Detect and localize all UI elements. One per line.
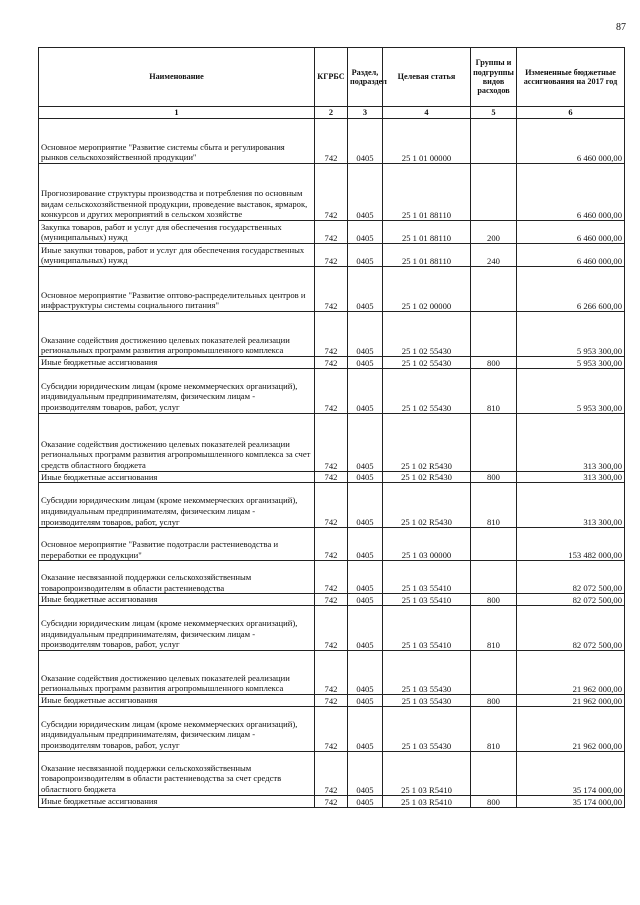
table-row	[39, 267, 625, 312]
row-amount: 6 460 000,00	[517, 164, 625, 221]
table-row	[39, 471, 625, 483]
column-number: 2	[315, 107, 348, 119]
row-expense-group	[471, 751, 517, 795]
table-row	[39, 483, 625, 528]
row-razdel: 0405	[348, 357, 383, 369]
row-target-article: 25 1 01 00000	[383, 119, 471, 164]
row-target-article: 25 1 03 55430	[383, 695, 471, 707]
table-row	[39, 221, 625, 244]
row-amount: 35 174 000,00	[517, 795, 625, 807]
row-name: Оказание несвязанной поддержки сельскохозяйственным товаропроизводителям в области растениеводства за счет средств областного бюджета	[39, 751, 315, 795]
row-razdel: 0405	[348, 751, 383, 795]
row-expense-group	[471, 312, 517, 357]
table-row	[39, 312, 625, 357]
row-name: Иные бюджетные ассигнования	[39, 695, 315, 707]
row-razdel: 0405	[348, 221, 383, 244]
row-target-article: 25 1 02 55430	[383, 357, 471, 369]
row-amount: 21 962 000,00	[517, 706, 625, 751]
row-target-article: 25 1 02 R5430	[383, 483, 471, 528]
row-amount: 6 460 000,00	[517, 221, 625, 244]
row-amount: 313 300,00	[517, 471, 625, 483]
row-expense-group: 810	[471, 706, 517, 751]
row-expense-group: 810	[471, 606, 517, 651]
row-expense-group	[471, 267, 517, 312]
row-kgrbs: 742	[315, 706, 348, 751]
row-kgrbs: 742	[315, 413, 348, 471]
table-row	[39, 706, 625, 751]
row-target-article: 25 1 02 00000	[383, 267, 471, 312]
row-kgrbs: 742	[315, 795, 348, 807]
table-row	[39, 357, 625, 369]
row-name: Основное мероприятие "Развитие оптово-распределительных центров и инфраструктуры системы социального питания"	[39, 267, 315, 312]
row-target-article: 25 1 02 R5430	[383, 471, 471, 483]
row-kgrbs: 742	[315, 357, 348, 369]
row-razdel: 0405	[348, 695, 383, 707]
table-row	[39, 368, 625, 413]
header-target-article: Целевая статья	[383, 48, 471, 107]
table-row	[39, 594, 625, 606]
row-amount: 6 460 000,00	[517, 244, 625, 267]
table-row	[39, 751, 625, 795]
column-number: 6	[517, 107, 625, 119]
row-razdel: 0405	[348, 483, 383, 528]
table-row	[39, 119, 625, 164]
row-amount: 21 962 000,00	[517, 651, 625, 695]
row-kgrbs: 742	[315, 528, 348, 561]
header-razdel: Раздел, подраздел	[348, 48, 383, 107]
row-kgrbs: 742	[315, 221, 348, 244]
row-target-article: 25 1 02 R5430	[383, 413, 471, 471]
table-row	[39, 413, 625, 471]
row-expense-group: 800	[471, 795, 517, 807]
row-expense-group	[471, 164, 517, 221]
row-razdel: 0405	[348, 244, 383, 267]
row-amount: 5 953 300,00	[517, 368, 625, 413]
table-row	[39, 606, 625, 651]
row-razdel: 0405	[348, 561, 383, 594]
row-name: Оказание содействия достижению целевых показателей реализации региональных программ развития агропромышленного комплекса	[39, 312, 315, 357]
row-kgrbs: 742	[315, 312, 348, 357]
row-kgrbs: 742	[315, 164, 348, 221]
row-razdel: 0405	[348, 312, 383, 357]
row-expense-group	[471, 651, 517, 695]
row-kgrbs: 742	[315, 561, 348, 594]
row-razdel: 0405	[348, 413, 383, 471]
row-name: Закупка товаров, работ и услуг для обеспечения государственных (муниципальных) нужд	[39, 221, 315, 244]
row-name: Прогнозирование структуры производства и потребления по основным видам сельскохозяйственной продукции, проведение выставок, ярмарок, конкурсов и других мероприятий в сельском хозяйстве	[39, 164, 315, 221]
row-target-article: 25 1 01 88110	[383, 244, 471, 267]
row-expense-group: 800	[471, 695, 517, 707]
column-number: 5	[471, 107, 517, 119]
row-kgrbs: 742	[315, 244, 348, 267]
table-row	[39, 651, 625, 695]
row-name: Оказание содействия достижению целевых показателей реализации региональных программ развития агропромышленного комплекса за счет средств областного бюджета	[39, 413, 315, 471]
row-amount: 5 953 300,00	[517, 357, 625, 369]
row-razdel: 0405	[348, 795, 383, 807]
row-expense-group: 810	[471, 483, 517, 528]
row-razdel: 0405	[348, 594, 383, 606]
row-expense-group	[471, 528, 517, 561]
row-amount: 6 266 600,00	[517, 267, 625, 312]
row-kgrbs: 742	[315, 368, 348, 413]
row-target-article: 25 1 03 55430	[383, 651, 471, 695]
row-amount: 5 953 300,00	[517, 312, 625, 357]
table-row	[39, 528, 625, 561]
column-number: 3	[348, 107, 383, 119]
row-target-article: 25 1 03 55410	[383, 561, 471, 594]
row-amount: 313 300,00	[517, 483, 625, 528]
row-razdel: 0405	[348, 164, 383, 221]
row-razdel: 0405	[348, 119, 383, 164]
row-target-article: 25 1 02 55430	[383, 312, 471, 357]
row-target-article: 25 1 02 55430	[383, 368, 471, 413]
header-expense-groups: Группы и подгруппы видов расходов	[471, 48, 517, 107]
page-number: 87	[616, 22, 626, 33]
row-razdel: 0405	[348, 368, 383, 413]
row-target-article: 25 1 03 55410	[383, 606, 471, 651]
table-row	[39, 695, 625, 707]
row-name: Иные бюджетные ассигнования	[39, 357, 315, 369]
row-razdel: 0405	[348, 606, 383, 651]
row-razdel: 0405	[348, 267, 383, 312]
row-name: Оказание несвязанной поддержки сельскохозяйственным товаропроизводителям в области растениеводства	[39, 561, 315, 594]
row-amount: 6 460 000,00	[517, 119, 625, 164]
table-header	[39, 48, 625, 119]
header-row	[39, 48, 625, 107]
row-target-article: 25 1 03 55430	[383, 706, 471, 751]
row-expense-group: 800	[471, 471, 517, 483]
row-name: Субсидии юридическим лицам (кроме некоммерческих организаций), индивидуальным предпринимателям, физическим лицам - производителям товаров, работ, услуг	[39, 368, 315, 413]
row-name: Оказание содействия достижению целевых показателей реализации региональных программ развития агропромышленного комплекса	[39, 651, 315, 695]
row-kgrbs: 742	[315, 751, 348, 795]
row-razdel: 0405	[348, 528, 383, 561]
row-target-article: 25 1 01 88110	[383, 221, 471, 244]
row-name: Основное мероприятие "Развитие подотрасли растениеводства и переработки ее продукции"	[39, 528, 315, 561]
row-expense-group: 200	[471, 221, 517, 244]
row-kgrbs: 742	[315, 483, 348, 528]
row-expense-group: 800	[471, 594, 517, 606]
row-razdel: 0405	[348, 651, 383, 695]
row-name: Субсидии юридическим лицам (кроме некоммерческих организаций), индивидуальным предпринимателям, физическим лицам - производителям товаров, работ, услуг	[39, 483, 315, 528]
row-kgrbs: 742	[315, 594, 348, 606]
row-expense-group	[471, 119, 517, 164]
row-razdel: 0405	[348, 471, 383, 483]
row-kgrbs: 742	[315, 651, 348, 695]
row-name: Субсидии юридическим лицам (кроме некоммерческих организаций), индивидуальным предпринимателям, физическим лицам - производителям товаров, работ, услуг	[39, 606, 315, 651]
row-target-article: 25 1 03 00000	[383, 528, 471, 561]
header-name: Наименование	[39, 48, 315, 107]
column-number: 1	[39, 107, 315, 119]
header-kgrbs: КГРБС	[315, 48, 348, 107]
budget-table	[38, 47, 625, 808]
header-amount: Измененные бюджетные ассигнования на 2017 год	[517, 48, 625, 107]
row-target-article: 25 1 01 88110	[383, 164, 471, 221]
table-row	[39, 244, 625, 267]
row-expense-group: 800	[471, 357, 517, 369]
row-kgrbs: 742	[315, 267, 348, 312]
row-expense-group	[471, 413, 517, 471]
table-body	[39, 119, 625, 808]
row-kgrbs: 742	[315, 119, 348, 164]
row-name: Иные бюджетные ассигнования	[39, 795, 315, 807]
row-kgrbs: 742	[315, 606, 348, 651]
row-name: Субсидии юридическим лицам (кроме некоммерческих организаций), индивидуальным предпринимателям, физическим лицам - производителям товаров, работ, услуг	[39, 706, 315, 751]
row-target-article: 25 1 03 R5410	[383, 751, 471, 795]
table-row	[39, 795, 625, 807]
table-row	[39, 164, 625, 221]
column-number-row	[39, 107, 625, 119]
row-name: Основное мероприятие "Развитие системы сбыта и регулирования рынков сельскохозяйственной продукции"	[39, 119, 315, 164]
row-amount: 153 482 000,00	[517, 528, 625, 561]
row-kgrbs: 742	[315, 471, 348, 483]
row-razdel: 0405	[348, 706, 383, 751]
row-amount: 82 072 500,00	[517, 561, 625, 594]
row-name: Иные бюджетные ассигнования	[39, 471, 315, 483]
row-target-article: 25 1 03 55410	[383, 594, 471, 606]
column-number: 4	[383, 107, 471, 119]
row-kgrbs: 742	[315, 695, 348, 707]
row-amount: 313 300,00	[517, 413, 625, 471]
row-name: Иные закупки товаров, работ и услуг для обеспечения государственных (муниципальных) нужд	[39, 244, 315, 267]
row-amount: 35 174 000,00	[517, 751, 625, 795]
row-amount: 82 072 500,00	[517, 606, 625, 651]
row-expense-group	[471, 561, 517, 594]
row-expense-group: 810	[471, 368, 517, 413]
row-amount: 21 962 000,00	[517, 695, 625, 707]
row-amount: 82 072 500,00	[517, 594, 625, 606]
row-expense-group: 240	[471, 244, 517, 267]
table-row	[39, 561, 625, 594]
row-target-article: 25 1 03 R5410	[383, 795, 471, 807]
row-name: Иные бюджетные ассигнования	[39, 594, 315, 606]
